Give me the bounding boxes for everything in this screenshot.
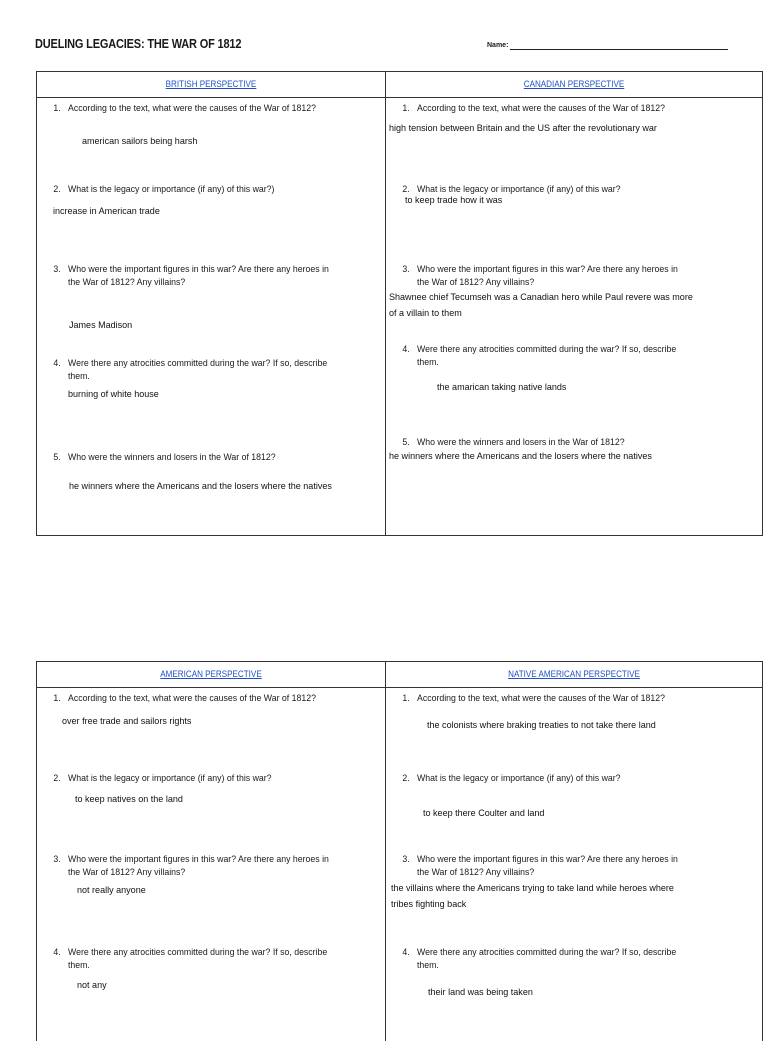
canadian-answer-1[interactable]: high tension between Britain and the US after the revolutionary war bbox=[389, 123, 657, 134]
canadian-answer-4[interactable]: the amarican taking native lands bbox=[437, 382, 567, 393]
header-divider bbox=[37, 687, 762, 688]
native-answer-4[interactable]: their land was being taken bbox=[428, 987, 533, 998]
canadian-answer-3[interactable] bbox=[389, 290, 693, 322]
column-divider bbox=[385, 72, 386, 535]
native-question-3: 3. Who were the important figures in this war? Are there any heroes in the War of 1812? Any villains? bbox=[402, 854, 678, 878]
native-question-4: 4. Were there any atrocities committed during the war? If so, describe them. bbox=[402, 947, 677, 971]
british-question-3: 3. Who were the important figures in this war? Are there any heroes in the War of 1812? Any villains? bbox=[53, 264, 329, 288]
canadian-question-2: 2. What is the legacy or importance (if any) of this war? bbox=[402, 184, 621, 195]
american-question-3: 3. Who were the important figures in this war? Are there any heroes in the War of 1812? Any villains? bbox=[53, 854, 329, 878]
british-answer-4[interactable]: burning of white house bbox=[68, 389, 159, 400]
american-answer-4[interactable]: not any bbox=[77, 980, 107, 991]
canadian-answer-3-line-2: of a villain to them bbox=[389, 308, 462, 319]
american-question-1: 1. According to the text, what were the causes of the War of 1812? bbox=[53, 693, 316, 704]
canadian-question-3: 3. Who were the important figures in this war? Are there any heroes in the War of 1812? Any villains? bbox=[402, 264, 678, 288]
native-question-2: 2. What is the legacy or importance (if any) of this war? bbox=[402, 773, 621, 784]
american-answer-3[interactable]: not really anyone bbox=[77, 885, 146, 896]
native-answer-1[interactable]: the colonists where braking treaties to not take there land bbox=[427, 720, 656, 731]
british-answer-5[interactable]: he winners where the Americans and the losers where the natives bbox=[69, 481, 332, 492]
canadian-answer-3-line-1: Shawnee chief Tecumseh was a Canadian hero while Paul revere was more bbox=[389, 292, 693, 303]
native-answer-3-line-1: the villains where the Americans trying to take land while heroes where bbox=[391, 883, 674, 894]
header-divider bbox=[37, 97, 762, 98]
native-answer-3-line-2: tribes fighting back bbox=[391, 899, 467, 910]
american-question-4: 4. Were there any atrocities committed during the war? If so, describe them. bbox=[53, 947, 328, 971]
canadian-question-4: 4. Were there any atrocities committed during the war? If so, describe them. bbox=[402, 344, 677, 368]
american-question-2: 2. What is the legacy or importance (if any) of this war? bbox=[53, 773, 272, 784]
canadian-answer-5[interactable]: he winners where the Americans and the losers where the natives bbox=[389, 451, 652, 462]
british-answer-3[interactable]: James Madison bbox=[69, 320, 133, 331]
british-answer-1[interactable]: american sailors being harsh bbox=[82, 136, 198, 147]
table-british-canadian bbox=[36, 71, 763, 536]
british-question-4: 4. Were there any atrocities committed during the war? If so, describe them. bbox=[53, 358, 328, 382]
name-label: Name: bbox=[487, 42, 509, 49]
native-question-1: 1. According to the text, what were the causes of the War of 1812? bbox=[402, 693, 665, 704]
canadian-question-5: 5. Who were the winners and losers in the War of 1812? bbox=[402, 437, 625, 448]
name-line[interactable] bbox=[510, 49, 728, 50]
american-answer-2[interactable]: to keep natives on the land bbox=[75, 794, 183, 805]
native-answer-3[interactable] bbox=[391, 881, 674, 913]
british-question-5: 5. Who were the winners and losers in the War of 1812? bbox=[53, 452, 276, 463]
canadian-answer-2[interactable]: to keep trade how it was bbox=[405, 195, 503, 206]
table-american-native bbox=[36, 661, 763, 1041]
canadian-question-1: 1. According to the text, what were the causes of the War of 1812? bbox=[402, 103, 665, 114]
heading-british: BRITISH PERSPECTIVE bbox=[165, 79, 257, 90]
column-divider bbox=[385, 662, 386, 1041]
british-answer-2[interactable]: increase in American trade bbox=[53, 206, 160, 217]
heading-canadian: CANADIAN PERSPECTIVE bbox=[523, 79, 625, 90]
british-question-2: 2. What is the legacy or importance (if any) of this war?) bbox=[53, 184, 275, 195]
american-answer-1[interactable]: over free trade and sailors rights bbox=[62, 716, 192, 727]
native-answer-2[interactable]: to keep there Coulter and land bbox=[423, 808, 545, 819]
heading-american: AMERICAN PERSPECTIVE bbox=[160, 669, 262, 680]
heading-native-american: NATIVE AMERICAN PERSPECTIVE bbox=[508, 669, 640, 680]
british-question-1: 1. According to the text, what were the causes of the War of 1812? bbox=[53, 103, 316, 114]
worksheet-title: DUELING LEGACIES: THE WAR OF 1812 bbox=[35, 37, 242, 51]
